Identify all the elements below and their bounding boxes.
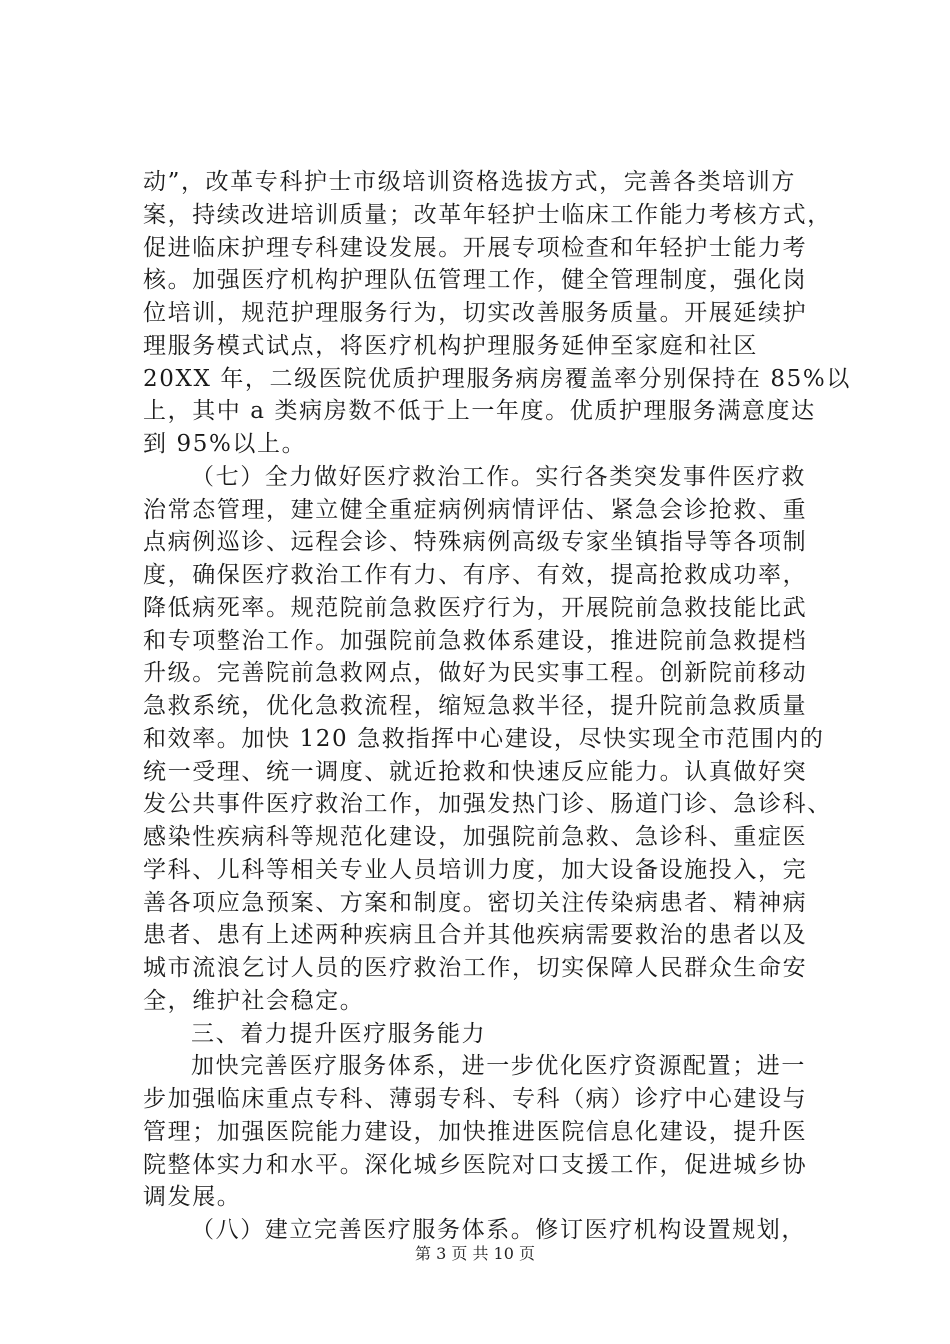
- text-line: 急救系统，优化急救流程，缩短急救半径，提升院前急救质量: [143, 693, 808, 719]
- document-body: [143, 166, 851, 1247]
- paragraph-heading-8: （八）建立完善医疗服务体系。修订医疗机构设置规划，: [191, 1217, 806, 1243]
- text-line: 调发展。: [143, 1184, 242, 1211]
- text-line: 步加强临床重点专科、薄弱专科、专科（病）诊疗中心建设与: [143, 1086, 808, 1112]
- text-line: 全，维护社会稳定。: [143, 987, 365, 1014]
- text-line: 20XX 年，二级医院优质护理服务病房覆盖率分别保持在 85%以: [143, 365, 851, 392]
- text-line: 降低病死率。规范院前急救医疗行为，开展院前急救技能比武: [143, 594, 808, 621]
- text-line: 发公共事件医疗救治工作，加强发热门诊、肠道门诊、急诊科、: [143, 791, 832, 818]
- text-line: 院整体实力和水平。深化城乡医院对口支援工作，促进城乡协: [143, 1151, 808, 1178]
- page-footer: 第 3 页 共 10 页: [415, 1244, 535, 1263]
- text-line: 和效率。加快 120 急救指挥中心建设，尽快实现全市范围内的: [143, 725, 825, 752]
- text-line: 统一受理、统一调度、就近抢救和快速反应能力。认真做好突: [143, 758, 808, 785]
- text-line: 理服务模式试点，将医疗机构护理服务延伸至家庭和社区: [143, 332, 758, 359]
- text-line: 学科、儿科等相关专业人员培训力度，加大设备设施投入，完: [143, 856, 808, 883]
- text-line: 位培训，规范护理服务行为，切实改善服务质量。开展延续护: [143, 300, 808, 326]
- text-line: 加快完善医疗服务体系，进一步优化医疗资源配置；进一: [191, 1053, 806, 1080]
- text-line: 促进临床护理专科建设发展。开展专项检查和年轻护士能力考: [143, 234, 808, 261]
- text-line: 善各项应急预案、方案和制度。密切关注传染病患者、精神病: [143, 889, 808, 916]
- text-line: 到 95%以上。: [143, 431, 307, 457]
- text-line: 上，其中 a 类病房数不低于上一年度。优质护理服务满意度达: [143, 398, 816, 425]
- text-line: 核。加强医疗机构护理队伍管理工作，健全管理制度，强化岗: [143, 267, 808, 294]
- text-line: 和专项整治工作。加强院前急救体系建设，推进院前急救提档: [143, 627, 808, 654]
- section-heading-3: 三、着力提升医疗服务能力: [191, 1020, 487, 1047]
- text-line: 动”，改革专科护士市级培训资格选拔方式，完善各类培训方: [143, 169, 796, 195]
- text-line: 管理；加强医院能力建设，加快推进医院信息化建设，提升医: [143, 1118, 808, 1145]
- text-line: 感染性疾病科等规范化建设，加强院前急救、急诊科、重症医: [143, 824, 808, 850]
- text-line: 患者、患有上述两种疾病且合并其他疾病需要救治的患者以及: [143, 922, 808, 949]
- text-line: 治常态管理，建立健全重症病例病情评估、紧急会诊抢救、重: [143, 496, 808, 523]
- text-line: 升级。完善院前急救网点，做好为民实事工程。创新院前移动: [143, 660, 808, 687]
- paragraph-heading-7: （七）全力做好医疗救治工作。实行各类突发事件医疗救: [191, 463, 806, 490]
- text-line: 城市流浪乞讨人员的医疗救治工作，切实保障人民群众生命安: [143, 955, 808, 981]
- text-line: 度，确保医疗救治工作有力、有序、有效，提高抢救成功率，: [143, 562, 808, 588]
- text-line: 案，持续改进培训质量；改革年轻护士临床工作能力考核方式，: [143, 201, 832, 228]
- text-line: 点病例巡诊、远程会诊、特殊病例高级专家坐镇指导等各项制: [143, 529, 808, 556]
